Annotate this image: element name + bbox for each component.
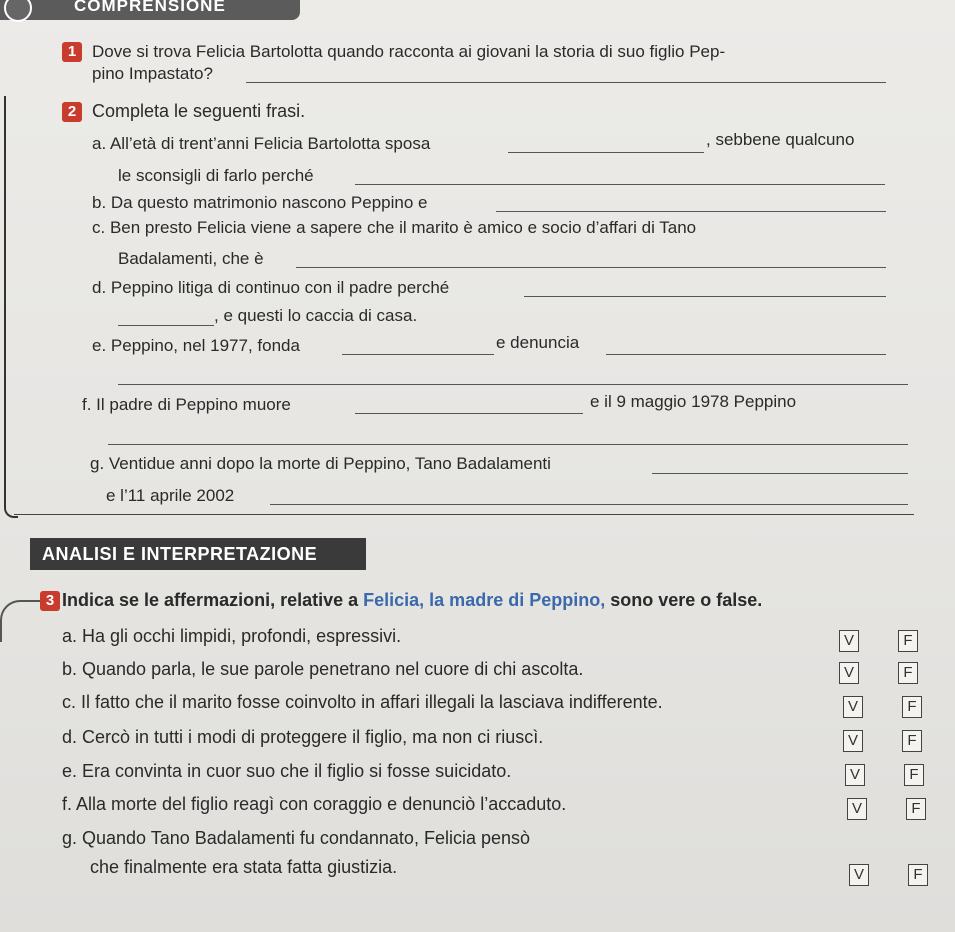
answer-line[interactable] bbox=[606, 354, 886, 355]
curve-decoration bbox=[0, 600, 42, 642]
statement-g: g. Quando Tano Badalamenti fu condannato, Felicia pensò bbox=[62, 828, 530, 848]
true-checkbox[interactable]: V bbox=[839, 662, 859, 684]
true-checkbox[interactable]: V bbox=[845, 764, 865, 786]
question-3-intro bbox=[62, 590, 762, 611]
intro-text-end: sono vere o false. bbox=[605, 590, 763, 610]
sentence-a-cont2: le sconsigli di farlo perché bbox=[118, 166, 314, 185]
answer-line[interactable] bbox=[270, 504, 908, 505]
answer-line[interactable] bbox=[118, 384, 908, 385]
question-2-title: Completa le seguenti frasi. bbox=[92, 101, 306, 121]
sentence-f: f. Il padre di Peppino muore bbox=[82, 395, 291, 414]
statement-g-cont: che finalmente era stata fatta giustizia. bbox=[90, 857, 398, 877]
sentence-f-cont: e il 9 maggio 1978 Peppino bbox=[590, 392, 797, 411]
sentence-d-cont: , e questi lo caccia di casa. bbox=[214, 306, 418, 325]
answer-line[interactable] bbox=[108, 444, 908, 445]
false-checkbox[interactable]: F bbox=[902, 730, 922, 752]
answer-line[interactable] bbox=[355, 413, 583, 414]
false-checkbox[interactable]: F bbox=[904, 764, 924, 786]
sentence-d: d. Peppino litiga di continuo con il padre perché bbox=[92, 278, 450, 297]
sentence-c-cont: Badalamenti, che è bbox=[118, 249, 264, 268]
sentence-g: g. Ventidue anni dopo la morte di Peppino, Tano Badalamenti bbox=[90, 454, 551, 473]
answer-line[interactable] bbox=[246, 82, 886, 83]
statement-f: f. Alla morte del figlio reagì con coraggio e denunciò l’accaduto. bbox=[62, 794, 567, 814]
left-bracket-decoration bbox=[4, 96, 18, 518]
section-header-bar bbox=[0, 0, 300, 20]
false-checkbox[interactable]: F bbox=[898, 630, 918, 652]
false-checkbox[interactable]: F bbox=[906, 798, 926, 820]
false-checkbox[interactable]: F bbox=[898, 662, 918, 684]
question-number-badge: 3 bbox=[40, 591, 60, 611]
statement-e: e. Era convinta in cuor suo che il figlio si fosse suicidato. bbox=[62, 761, 512, 781]
statement-a: a. Ha gli occhi limpidi, profondi, espressivi. bbox=[62, 626, 402, 646]
answer-line[interactable] bbox=[508, 152, 704, 153]
logo-icon bbox=[4, 0, 32, 22]
intro-text: Indica se le affermazioni, relative a bbox=[62, 590, 364, 610]
question-1-text-cont: pino Impastato? bbox=[92, 64, 213, 83]
question-number-badge: 2 bbox=[62, 102, 82, 122]
sentence-g-cont: e l’11 aprile 2002 bbox=[106, 486, 235, 505]
question-1-text: Dove si trova Felicia Bartolotta quando racconta ai giovani la storia di suo figlio Pep- bbox=[92, 42, 726, 61]
answer-line[interactable] bbox=[355, 184, 885, 185]
sentence-e-cont: e denuncia bbox=[496, 333, 580, 352]
false-checkbox[interactable]: F bbox=[908, 864, 928, 886]
sentence-a: a. All’età di trent’anni Felicia Bartolotta sposa bbox=[92, 134, 431, 153]
analisi-section-header: ANALISI E INTERPRETAZIONE bbox=[30, 538, 366, 570]
intro-highlight: Felicia, la madre di Peppino, bbox=[363, 590, 606, 610]
answer-line[interactable] bbox=[296, 267, 886, 268]
answer-line[interactable] bbox=[118, 325, 214, 326]
sentence-b: b. Da questo matrimonio nascono Peppino e bbox=[92, 193, 428, 212]
true-checkbox[interactable]: V bbox=[843, 696, 863, 718]
answer-line[interactable] bbox=[496, 211, 886, 212]
sentence-a-cont: , sebbene qualcuno bbox=[706, 130, 855, 149]
sentence-c: c. Ben presto Felicia viene a sapere che il marito è amico e socio d’affari di Tano bbox=[92, 218, 697, 237]
sentence-e: e. Peppino, nel 1977, fonda bbox=[92, 336, 300, 355]
true-checkbox[interactable]: V bbox=[849, 864, 869, 886]
statement-c: c. Il fatto che il marito fosse coinvolto in affari illegali la lasciava indifferente. bbox=[62, 692, 663, 712]
true-checkbox[interactable]: V bbox=[839, 630, 859, 652]
statement-b: b. Quando parla, le sue parole penetrano nel cuore di chi ascolta. bbox=[62, 659, 584, 679]
answer-line[interactable] bbox=[342, 354, 494, 355]
statement-d: d. Cercò in tutti i modi di proteggere il figlio, ma non ci riuscì. bbox=[62, 727, 544, 747]
answer-line[interactable] bbox=[652, 473, 908, 474]
section-divider bbox=[14, 514, 914, 515]
question-number-badge: 1 bbox=[62, 42, 82, 62]
true-checkbox[interactable]: V bbox=[843, 730, 863, 752]
true-checkbox[interactable]: V bbox=[847, 798, 867, 820]
false-checkbox[interactable]: F bbox=[902, 696, 922, 718]
answer-line[interactable] bbox=[524, 296, 886, 297]
section-title: COMPRENSIONE bbox=[74, 0, 226, 15]
